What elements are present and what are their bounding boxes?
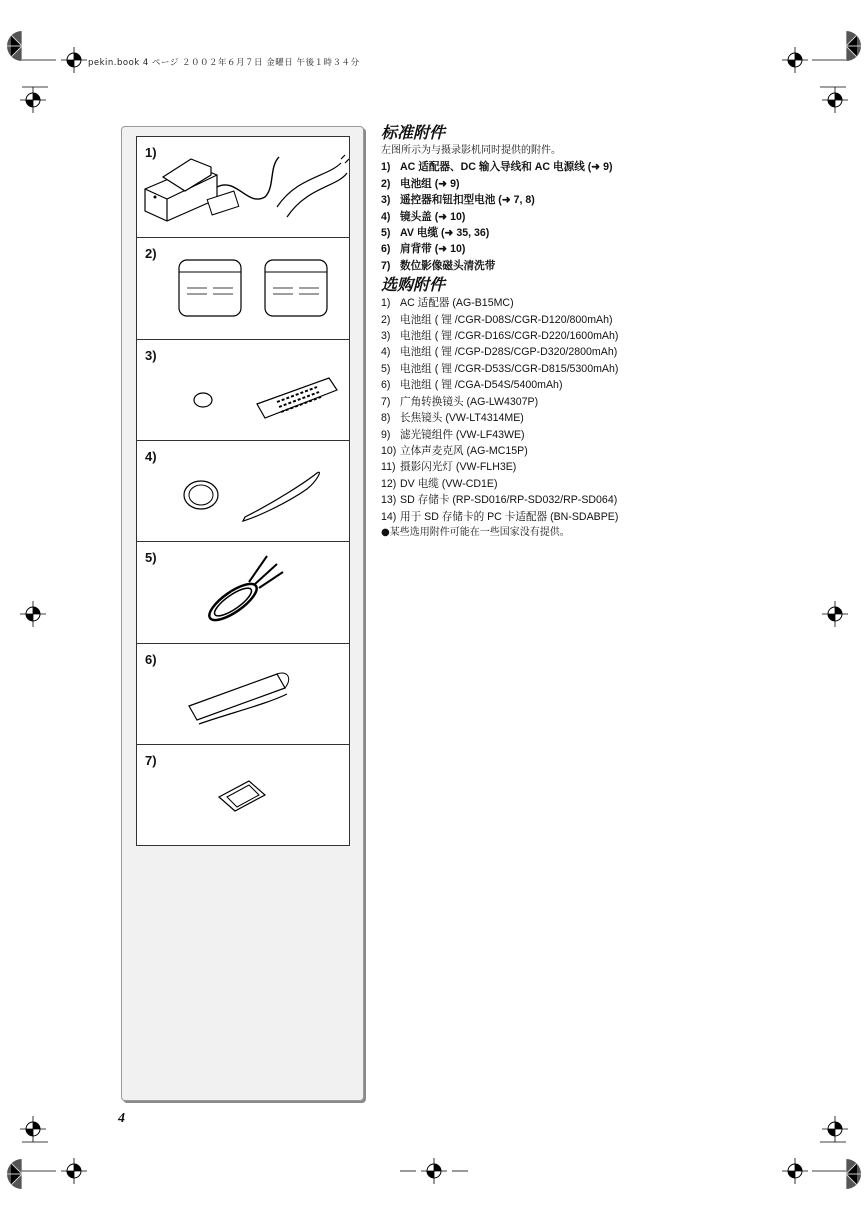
figure-number: 5)	[145, 550, 157, 565]
color-wheel-icon	[846, 1158, 866, 1190]
accessories-text-column	[381, 122, 671, 541]
figure-number: 7)	[145, 753, 157, 768]
shoulder-strap-icon	[137, 644, 349, 744]
figure-shoulder-strap	[136, 643, 350, 745]
list-item: 6) 肩背带 (➜ 10)	[381, 243, 466, 256]
list-item: 12) DV 电缆 (VW-CD1E)	[381, 477, 498, 490]
color-wheel-icon	[2, 30, 22, 62]
page-number: 4	[118, 1111, 125, 1126]
list-item: 4) 电池组 ( 锂 /CGP-D28S/CGP-D320/2800mAh)	[381, 346, 618, 359]
color-wheel-icon	[2, 1158, 22, 1190]
standard-accessories-heading: 标准附件	[381, 123, 446, 142]
figure-cleaning-tape	[136, 744, 350, 846]
list-item: 14) 用于 SD 存储卡的 PC 卡适配器 (BN-SDABPE)	[381, 510, 619, 523]
list-item: 6) 电池组 ( 锂 /CGA-D54S/5400mAh)	[381, 379, 563, 392]
standard-accessories-intro: 左图所示为与摄录影机同时提供的附件。	[381, 145, 561, 156]
figure-number: 1)	[145, 145, 157, 160]
list-item: 5) AV 电缆 (➜ 35, 36)	[381, 227, 490, 240]
list-item: 11) 摄影闪光灯 (VW-FLH3E)	[381, 461, 517, 474]
list-item: 7) 数位影像磁头清洗带	[381, 259, 496, 272]
color-wheel-icon	[846, 30, 866, 62]
figure-number: 4)	[145, 449, 157, 464]
figure-number: 2)	[145, 246, 157, 261]
figure-battery-packs	[136, 237, 350, 340]
list-item: 2) 电池组 ( 锂 /CGR-D08S/CGR-D120/800mAh)	[381, 313, 613, 326]
figure-lens-cap	[136, 440, 350, 542]
figure-number: 3)	[145, 348, 157, 363]
list-item: 10) 立体声麦克风 (AG-MC15P)	[381, 444, 528, 457]
figure-number: 6)	[145, 652, 157, 667]
list-item: 1) AC 适配器 (AG-B15MC)	[381, 297, 514, 310]
list-item: 1) AC 适配器、DC 输入导线和 AC 电源线 (➜ 9)	[381, 161, 613, 174]
list-item: 4) 镜头盖 (➜ 10)	[381, 210, 466, 223]
cleaning-tape-icon	[137, 745, 349, 845]
figure-av-cable	[136, 541, 350, 644]
list-item: 3) 遥控器和钮扣型电池 (➜ 7, 8)	[381, 194, 535, 207]
list-item: 8) 长焦镜头 (VW-LT4314ME)	[381, 412, 524, 425]
ac-adapter-icon	[137, 137, 349, 237]
list-item: 7) 广角转换镜头 (AG-LW4307P)	[381, 395, 539, 408]
list-item: 13) SD 存储卡 (RP-SD016/RP-SD032/RP-SD064)	[381, 494, 618, 507]
remote-control-icon	[137, 340, 349, 440]
list-item: 3) 电池组 ( 锂 /CGR-D16S/CGR-D220/1600mAh)	[381, 330, 619, 343]
list-item: 5) 电池组 ( 锂 /CGR-D53S/CGR-D815/5300mAh)	[381, 362, 619, 375]
list-item: 9) 滤光镜组件 (VW-LF43WE)	[381, 428, 525, 441]
battery-pack-icon	[137, 238, 349, 338]
lens-cap-icon	[137, 441, 349, 541]
list-item: 2) 电池组 (➜ 9)	[381, 177, 460, 190]
book-file-header: pekin.book 4 ページ ２００２年６月７日 金曜日 午後１時３４分	[88, 58, 360, 68]
av-cable-icon	[137, 542, 349, 642]
availability-note: ●某些选用附件可能在一些国家没有提供。	[381, 526, 570, 538]
figure-ac-adapter	[136, 136, 350, 238]
figure-remote-control	[136, 339, 350, 441]
optional-accessories-heading: 选购附件	[381, 275, 446, 295]
